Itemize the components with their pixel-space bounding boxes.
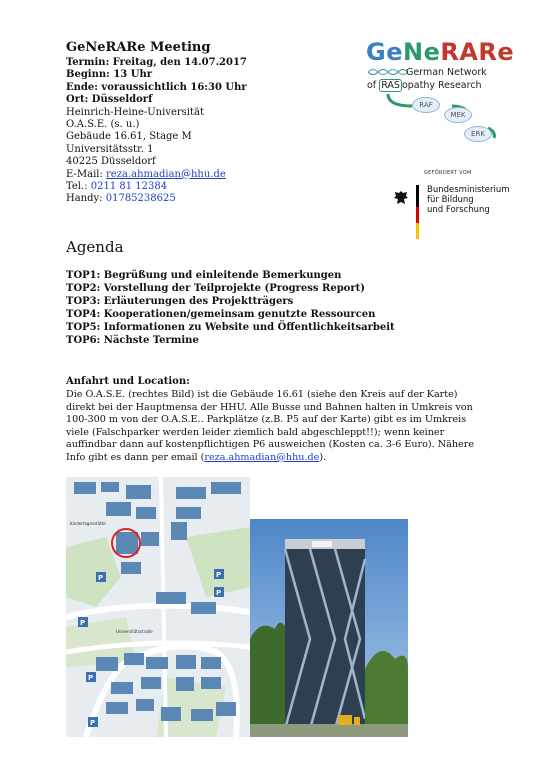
logo-bubble-mek: MEK [444,107,472,123]
svg-text:Universitätsstraße: Universitätsstraße [116,629,153,634]
flag-stripe [416,185,419,207]
svg-text:P: P [216,571,222,579]
logo-bubble-raf: RAF [412,97,440,113]
building-photo-drawing [250,519,408,737]
address-line: O.A.S.E. (s. u.) [66,119,140,131]
handy-link[interactable]: 01785238625 [105,193,176,205]
email-link[interactable]: reza.ahmadian@hhu.de [106,168,226,180]
agenda-item: TOP5: Informationen zu Website und Öffentlichkeitsarbeit [66,322,395,333]
flag-stripe [416,207,419,223]
agenda-list [66,269,395,347]
oase-building-photo [250,519,408,737]
tel-label: Tel.: [66,181,91,193]
campus-map [66,477,250,737]
address-line: Universitätsstr. 1 [66,143,154,155]
flag-stripe [416,223,419,239]
agenda-item: TOP3: Erläuterungen des Projektträgers [66,296,294,307]
address-line: Heinrich-Heine-Universität [66,106,204,118]
sponsor-name: Bundesministerium für Bildung und Forschung [427,185,510,215]
tel-link[interactable]: 0211 81 12384 [90,181,168,193]
agenda-item: TOP4: Kooperationen/gemeinsam genutzte Ressourcen [66,309,376,320]
tel-row [66,181,366,193]
logo-bubble-erk: ERK [464,126,492,142]
agenda-item: TOP2: Vorstellung der Teilprojekte (Progress Report) [66,283,365,294]
meeting-info [66,40,366,206]
directions-heading: Anfahrt und Location: [66,376,190,387]
meeting-title: GeNeRARe Meeting [66,40,211,55]
generare-logo [360,36,520,146]
svg-text:P: P [80,619,86,627]
meeting-place: Ort: Düsseldorf [66,94,153,106]
directions-email-link[interactable]: reza.ahmadian@hhu.de [204,451,320,463]
agenda-item: TOP1: Begrüßung und einleitende Bemerkungen [66,270,342,281]
svg-text:P: P [216,589,222,597]
svg-text:P: P [90,719,96,727]
bmbf-sponsor [394,170,514,240]
handy-label: Handy: [66,193,106,205]
email-label: E-Mail: [66,168,107,180]
email-row [66,169,366,181]
svg-text:Kindertagesstätte: Kindertagesstätte [70,521,106,526]
logo-dna-icon [368,67,408,77]
sponsor-label: GEFÖRDERT VOM [424,170,472,176]
meeting-end: Ende: voraussichtlich 16:30 Uhr [66,81,247,93]
agenda-item: TOP6: Nächste Termine [66,335,199,346]
address-line: Gebäude 16.61, Stage M [66,131,192,143]
meeting-date: Termin: Freitag, den 14.07.2017 [66,57,247,68]
federal-eagle-icon [394,190,408,206]
agenda-heading: Agenda [66,238,124,256]
logo-tagline-2: of RAS opathy Research [367,80,482,91]
meeting-begin: Beginn: 13 Uhr [66,69,152,81]
logo-tagline-1: German Network [406,67,487,78]
svg-text:P: P [88,674,94,682]
svg-text:P: P [98,574,104,582]
logo-wordmark: GeNeRARe [366,38,515,66]
campus-map-drawing [66,477,250,737]
address-line: 40225 Düsseldorf [66,156,156,168]
directions-text: Die O.A.S.E. (rechtes Bild) ist die Gebäude 16.61 (siehe den Kreis auf der Karte) direkt bei der Hauptmensa der HHU. Alle Busse und Bahnen halten in Umkreis von 100-300 m von der O.A.S.E.. Parkplätze (z.B. P5 auf der Karte) gibt es im Umkreis viele (Falschparker werden leider ziemlich bald abgeschleppt!!); wenn keiner auffindbar dann auf kostenpflichtigen P6 ausweichen (Kosten ca. 3-6 Euro). Nähere Info gibt es dann per email (reza.ahmadian@hhu.de). [66,389,474,463]
handy-row [66,193,366,205]
